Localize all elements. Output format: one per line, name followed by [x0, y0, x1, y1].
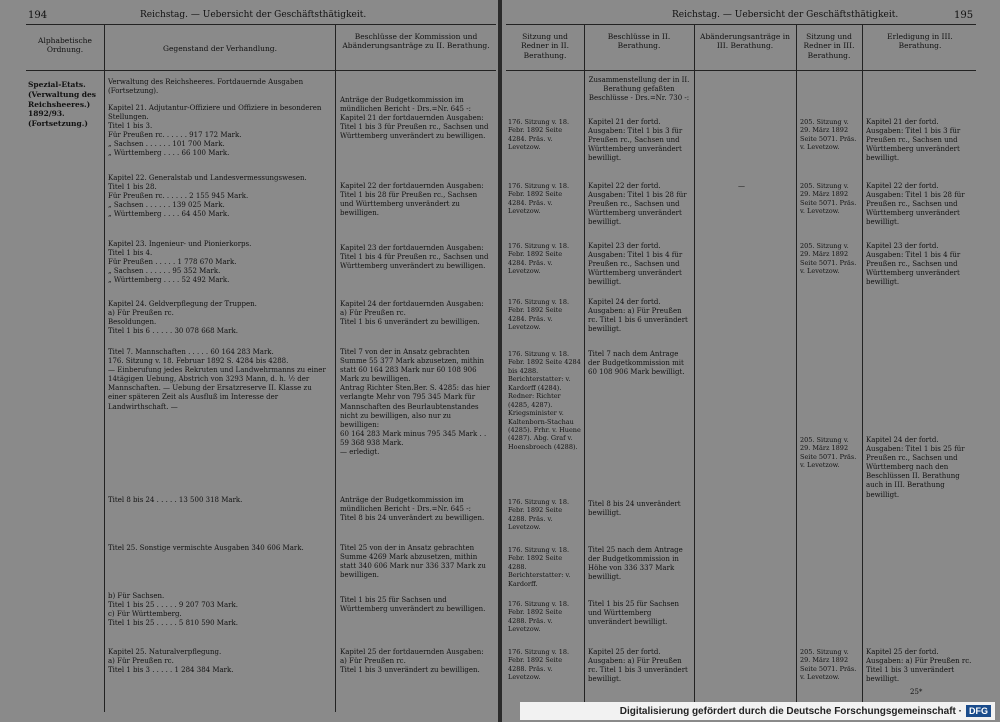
column-header-result: Erledigung in III. Berathung. [887, 32, 953, 51]
entry-decision: Kapitel 23 der fortdauernden Ausgaben: Titel 1 bis 4 für Preußen rc., Sachsen und Württemberg unverändert zu bewilligen. [340, 244, 489, 271]
entry-decision: Titel 7 von der in Ansatz gebrachten Summe 55 377 Mark abzusetzen, mithin statt 60 164 283 Mark nur 60 108 906 Mark zu bewilligen. Antrag Richter Sten.Ber. S. 4285: das hier verlangte Mehr von 795 345 Mark für Mannschaften des Beurlaubtenstandes nicht zu bewilligen, also nur zu bewilligen: 60 164 283 Mark minus 795 345 Mark . . 59 368 938 Mark. — erledigt. [340, 348, 490, 457]
intro-text: Verwaltung des Reichsheeres. Fortdauernde Ausgaben (Fortsetzung). [108, 78, 304, 96]
column-header-alpha: Alphabetische Ordnung. [38, 36, 92, 55]
colhead-rule [26, 70, 496, 71]
entry-decision: Titel 1 bis 25 für Sachsen und Württemberg unverändert zu bewilligen. [340, 596, 486, 614]
sitting2-cell: 176. Sitzung v. 18. Febr. 1892 Seite 4284. Präs. v. Levetzow. [508, 182, 570, 216]
entry-subject: Titel 8 bis 24 . . . . . 13 500 318 Mark. [108, 496, 243, 504]
column-header-sitting3: Sitzung und Redner in III. Berathung. [803, 32, 855, 60]
sitting2-cell: 176. Sitzung v. 18. Febr. 1892 Seite 4288. Präs. v. Levetzow. [508, 600, 570, 634]
decision2-cell: Titel 7 nach dem Antrage der Budgetkommission mit 60 108 906 Mark bewilligt. [588, 350, 685, 377]
left-page-number: 194 [28, 10, 48, 21]
decision2-cell: Kapitel 25 der fortd. Ausgaben: a) Für Preußen rc. Titel 1 bis 3 unverändert bewilligt. [588, 648, 688, 684]
column-rule [796, 24, 797, 712]
sitting2-cell: 176. Sitzung v. 18. Febr. 1892 Seite 4288. Präs. v. Levetzow. [508, 498, 570, 532]
column-header-subject: Gegenstand der Verhandlung. [163, 44, 277, 53]
entry-subject: Kapitel 25. Naturalverpflegung. a) Für Preußen rc. Titel 1 bis 3 . . . . . 1 284 384 Mark. [108, 648, 234, 675]
header-rule [26, 24, 496, 25]
sitting3-cell: 205. Sitzung v. 29. März 1892 Seite 5071. Präs. v. Levetzow. [800, 648, 857, 682]
column-header-sitting2: Sitzung und Redner in II. Berathung. [520, 32, 570, 60]
sitting2-cell: 176. Sitzung v. 18. Febr. 1892 Seite 4288. Berichterstatter: v. Kardorff. [508, 546, 571, 588]
sitting3-cell: 205. Sitzung v. 29. März 1892 Seite 5071. Präs. v. Levetzow. [800, 182, 857, 216]
result-cell: Kapitel 24 der fortd. Ausgaben: Titel 1 bis 25 für Preußen rc., Sachsen und Württemberg nach den Beschlüssen II. Berathung auch in III. Berathung bewilligt. [866, 436, 965, 499]
result-cell: Kapitel 23 der fortd. Ausgaben: Titel 1 bis 4 für Preußen rc., Sachsen und Württemberg unverändert bewilligt. [866, 242, 961, 287]
column-rule [862, 24, 863, 712]
left-page-header: Reichstag. — Uebersicht der Geschäftsthätigkeit. [140, 10, 367, 20]
entry-subject: Titel 25. Sonstige vermischte Ausgaben 340 606 Mark. [108, 544, 304, 552]
entry-decision: Anträge der Budgetkommission im mündlichen Bericht - Drs.=Nr. 645 -: Titel 8 bis 24 unverändert zu bewilligen. [340, 496, 485, 523]
right-page-number: 195 [954, 10, 974, 21]
decision2-cell: Kapitel 21 der fortd. Ausgaben: Titel 1 bis 3 für Preußen rc., Sachsen und Württemberg unverändert bewilligt. [588, 118, 683, 163]
decision2-cell: Titel 25 nach dem Antrage der Budgetkommission in Höhe von 336 337 Mark bewilligt. [588, 546, 683, 582]
decision2-cell: Titel 1 bis 25 für Sachsen und Württemberg unverändert bewilligt. [588, 600, 679, 627]
entry-decision: Anträge der Budgetkommission im mündlichen Bericht - Drs.=Nr. 645 -: Kapitel 21 der fortdauernden Ausgaben: Titel 1 bis 3 für Preußen rc., Sachsen und Württemberg unverändert zu bewilligen. [340, 96, 489, 141]
colhead-rule [506, 70, 976, 71]
column-rule [694, 24, 695, 712]
sitting2-cell: 176. Sitzung v. 18. Febr. 1892 Seite 4288. Präs. v. Levetzow. [508, 648, 570, 682]
column-rule [584, 24, 585, 712]
footer-text: Digitalisierung gefördert durch die Deutsche Forschungsgemeinschaft [619, 705, 956, 717]
sitting2-cell: 176. Sitzung v. 18. Febr. 1892 Seite 4284. Präs. v. Levetzow. [508, 242, 570, 276]
result-cell: Kapitel 21 der fortd. Ausgaben: Titel 1 bis 3 für Preußen rc., Sachsen und Württemberg unverändert bewilligt. [866, 118, 961, 163]
column-header-decisions: Beschlüsse der Kommission und Abänderungsanträge zu II. Berathung. [342, 32, 490, 51]
entry-decision: Titel 25 von der in Ansatz gebrachten Summe 4269 Mark abzusetzen, mithin statt 340 606 Mark nur 336 337 Mark zu bewilligen. [340, 544, 486, 580]
entry-subject: b) Für Sachsen. Titel 1 bis 25 . . . . . 9 207 703 Mark. c) Für Württemberg. Titel 1 bis 25 . . . . . 5 810 590 Mark. [108, 592, 238, 628]
result-cell: Kapitel 25 der fortd. Ausgaben: a) Für Preußen rc. Titel 1 bis 3 unverändert bewilligt. [866, 648, 972, 684]
sitting3-cell: 205. Sitzung v. 29. März 1892 Seite 5071. Präs. v. Levetzow. [800, 436, 857, 470]
column-header-amend3: Abänderungsanträge in III. Berathung. [700, 32, 790, 51]
entry-decision: Kapitel 22 der fortdauernden Ausgaben: Titel 1 bis 28 für Preußen rc., Sachsen und Württemberg unverändert zu bewilligen. [340, 182, 484, 218]
sitting3-cell: 205. Sitzung v. 29. März 1892 Seite 5071. Präs. v. Levetzow. [800, 118, 857, 152]
decision2-cell: Kapitel 22 der fortd. Ausgaben: Titel 1 bis 28 für Preußen rc., Sachsen und Württemberg unverändert bewilligt. [588, 182, 687, 227]
decision2-cell: Kapitel 24 der fortd. Ausgaben: a) Für Preußen rc. Titel 1 bis 6 unverändert bewilligt. [588, 298, 688, 334]
header-rule [506, 24, 976, 25]
column-rule [335, 24, 336, 712]
column-header-decisions2: Beschlüsse in II. Berathung. [607, 32, 671, 51]
entry-decision: Kapitel 25 der fortdauernden Ausgaben: a) Für Preußen rc. Titel 1 bis 3 unverändert zu bewilligen. [340, 648, 484, 675]
entry-decision: Kapitel 24 der fortdauernden Ausgaben: a) Für Preußen rc. Titel 1 bis 6 unverändert zu bewilligen. [340, 300, 484, 327]
result-cell: Kapitel 22 der fortd. Ausgaben: Titel 1 bis 28 für Preußen rc., Sachsen und Württemberg unverändert bewilligt. [866, 182, 965, 227]
digitization-footer: Digitalisierung gefördert durch die Deutsche Forschungsgemeinschaft · DFG [520, 702, 995, 720]
entry-subject: Kapitel 22. Generalstab und Landesvermessungswesen. Titel 1 bis 28. Für Preußen rc. . . . . . 2 155 945 Mark. „ Sachsen . . . . . . 139 025 Mark. „ Württemberg . . . . 64 450 Mark. [108, 174, 307, 219]
sitting2-cell: 176. Sitzung v. 18. Febr. 1892 Seite 4284. Präs. v. Levetzow. [508, 118, 570, 152]
left-page [0, 0, 498, 722]
summary-note: Zusammenstellung der in II. Berathung gefaßten Beschlüsse - Drs.=Nr. 730 -: [588, 76, 690, 103]
decision2-cell: Kapitel 23 der fortd. Ausgaben: Titel 1 bis 4 für Preußen rc., Sachsen und Württemberg unverändert bewilligt. [588, 242, 683, 287]
sitting2-cell: 176. Sitzung v. 18. Febr. 1892 Seite 4284. Präs. v. Levetzow. [508, 298, 570, 332]
dfg-logo: DFG [966, 705, 991, 717]
entry-subject: Kapitel 24. Geldverpflegung der Truppen. a) Für Preußen rc. Besoldungen. Titel 1 bis 6 . . . . . 30 078 668 Mark. [108, 300, 257, 336]
sitting2-cell: 176. Sitzung v. 18. Febr. 1892 Seite 4284 bis 4288. Berichterstatter: v. Kardorff (4284). Redner: Richter (4285, 4287). Kriegsminister v. Kaltenborn-Stachau (4285). Frhr. v. Huene (4287). Abg. Graf v. Hoensbroech (4288). [508, 350, 581, 451]
column-rule [104, 24, 105, 712]
catchword: 25* [910, 688, 923, 696]
entry-subject: Kapitel 21. Adjutantur-Offiziere und Offiziere in besonderen Stellungen. Titel 1 bis 3. Für Preußen rc. . . . . . 917 172 Mark. „ Sachsen . . . . . . 101 700 Mark. „ Württemberg . . . . 66 100 Mark. [108, 104, 322, 158]
right-page [502, 0, 1000, 722]
decision2-cell: Titel 8 bis 24 unverändert bewilligt. [588, 500, 681, 518]
sidebar-label: Spezial-Etats. (Verwaltung des Reichsheeres.) 1892/93. (Fortsetzung.) [28, 80, 97, 128]
sitting3-cell: 205. Sitzung v. 29. März 1892 Seite 5071. Präs. v. Levetzow. [800, 242, 857, 276]
entry-subject: Titel 7. Mannschaften . . . . . 60 164 283 Mark. 176. Sitzung v. 18. Februar 1892 S. 4284 bis 4288. — Einberufung jedes Rekruten und Landwehrmanns zu einer 14tägigen Uebung, Abstrich von 3293 Mann, d. h. ½ der Mannschaften. — Uebung der Ersatzreserve II. Klasse zu einer späteren Zeit als Ausfluß im Interesse der Landwirthschaft. — [108, 348, 326, 411]
amend3-cell: — [738, 182, 745, 190]
entry-subject: Kapitel 23. Ingenieur- und Pionierkorps. Titel 1 bis 4. Für Preußen . . . . . 1 778 670 Mark. „ Sachsen . . . . . . 95 352 Mark. „ Württemberg . . . . 52 492 Mark. [108, 240, 252, 285]
right-page-header: Reichstag. — Uebersicht der Geschäftsthätigkeit. [672, 10, 899, 20]
